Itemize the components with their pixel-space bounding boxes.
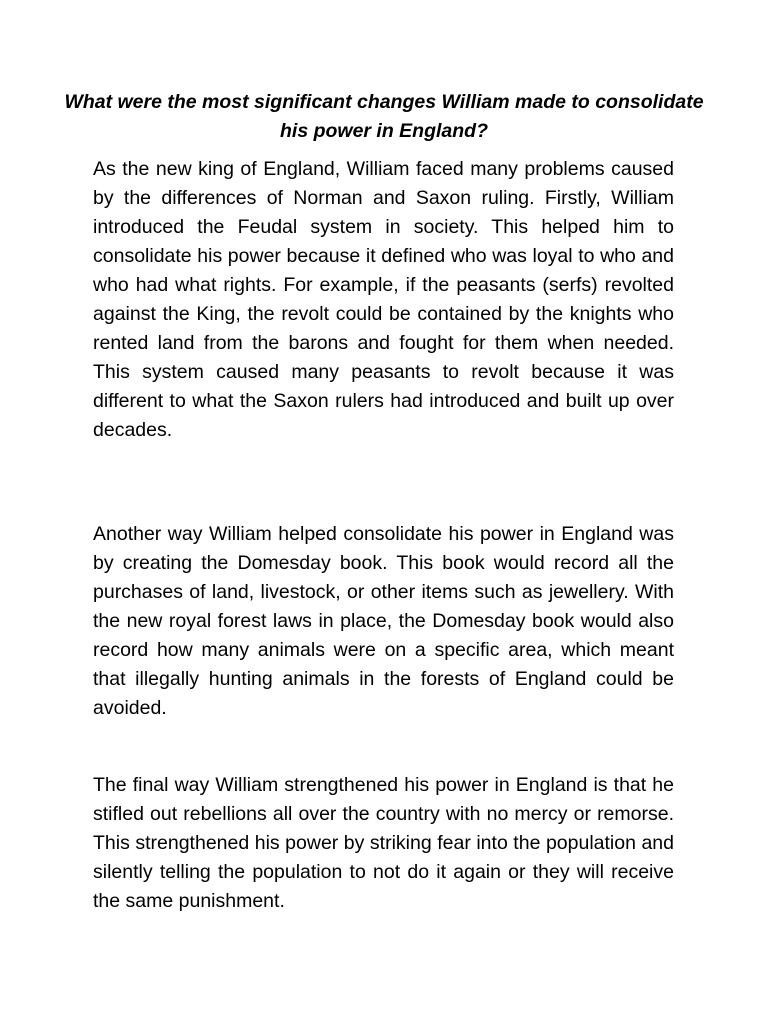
paragraph-feudal-system: As the new king of England, William faced many problems caused by the differences of Norman and Saxon ruling. Firstly, William introduced the Feudal system in society. This helped him to consolidate his power because it defined who was loyal to who and who had what rights. For example, if the peasants (serfs) revolted against the King, the revolt could be contained by the knights who rented land from the barons and fought for them when needed. This system caused many peasants to revolt because it was different to what the Saxon rulers had introduced and built up over decades.	[93, 158, 674, 441]
essay-question-title: What were the most significant changes William made to consolidate his power in England?	[64, 91, 704, 142]
paragraph-rebellions: The final way William strengthened his power in England is that he stifled out rebellions all over the country with no mercy or remorse. This strengthened his power by striking fear into the population and silently telling the population to not do it again or they will receive the same punishment.	[93, 774, 674, 912]
paragraph-domesday-book: Another way William helped consolidate his power in England was by creating the Domesday book. This book would record all the purchases of land, livestock, or other items such as jewellery. With the new royal forest laws in place, the Domesday book would also record how many animals were on a specific area, which meant that illegally hunting animals in the forests of England could be avoided.	[93, 523, 674, 719]
